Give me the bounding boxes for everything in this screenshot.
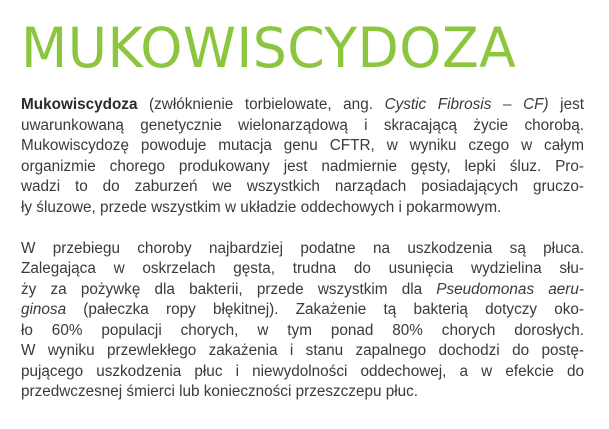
- text-line: W przebiegu choroby najbardziej podatne na uszkodzenia są płuca.: [21, 239, 584, 257]
- paragraph-definition: [21, 95, 584, 218]
- text-line: przedwczesnej śmierci lub konieczności przeszczepu płuc.: [21, 383, 419, 400]
- paragraph-lungs: [21, 239, 584, 403]
- text-line: organizmie chorego produkowany jest nadmiernie gęsty, lepki śluz. Pro-: [21, 157, 584, 175]
- text-line: Mukowiscydoza (zwłóknienie torbielowate, ang. Cystic Fibrosis – CF) jest: [21, 96, 584, 113]
- text-line: Zalegająca w oskrzelach gęsta, trudna do usunięcia wydzielina słu-: [21, 260, 584, 277]
- bacteria-name: Pseudomonas aeru-: [436, 280, 584, 298]
- text-line: uwarunkowaną genetycznie wielonarządową i skracającą życie chorobą.: [21, 116, 584, 134]
- bacteria-name: ginosa: [21, 301, 67, 318]
- term-english: Cystic Fibrosis – CF): [384, 96, 549, 113]
- text-line: Mukowiscydozę powoduje mutacja genu CFTR, w wyniku czego w całym: [21, 137, 584, 154]
- text-line: ginosa (pałeczka ropy błękitnej). Zakażenie tą bakterią dotyczy oko-: [21, 301, 584, 318]
- text-line: ły śluzowe, przede wszystkim w układzie oddechowych i pokarmowym.: [21, 198, 502, 216]
- article-body: [21, 95, 584, 403]
- text-line: ło 60% populacji chorych, w tym ponad 80% chorych dorosłych.: [21, 321, 584, 339]
- text-line: W wyniku przewlekłego zakażenia i stanu zapalnego dochodzi do postę-: [21, 342, 584, 359]
- text-line: ży za pożywkę dla bakterii, przede wszystkim dla Pseudomonas aeru-: [21, 280, 584, 298]
- text-line: pującego uszkodzenia płuc i niewydolności oddechowej, a w efekcie do: [21, 362, 584, 380]
- text-line: wadzi to do zaburzeń we wszystkich narządach posiadających gruczo-: [21, 178, 584, 195]
- term-bold: Mukowiscydoza: [21, 96, 138, 113]
- page-title: MUKOWISCYDOZA: [21, 16, 517, 80]
